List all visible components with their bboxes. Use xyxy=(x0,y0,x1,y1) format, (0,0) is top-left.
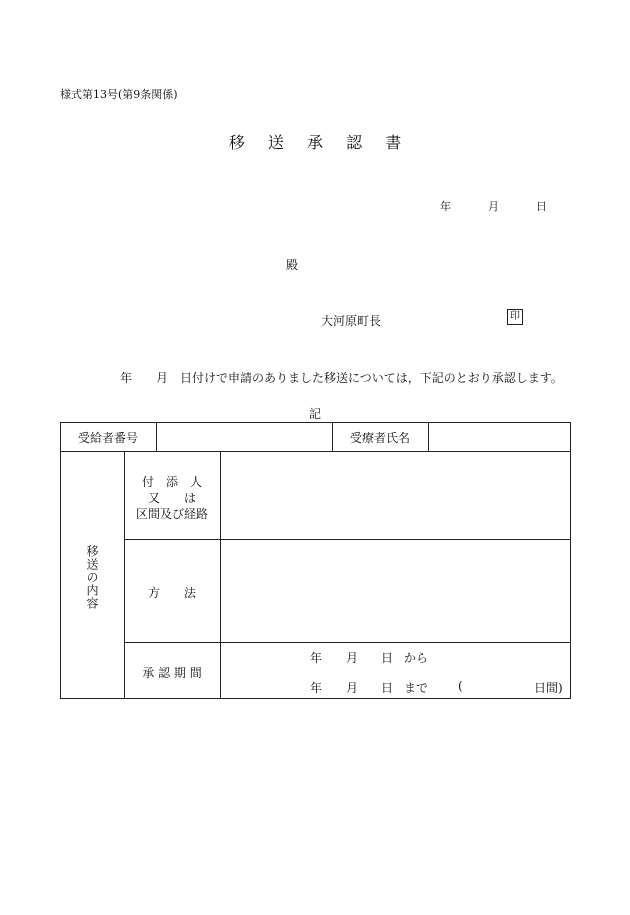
addressee-suffix: 殿 xyxy=(286,258,299,272)
method-label: 方 法 xyxy=(147,586,196,600)
table-border-right xyxy=(570,422,571,698)
approval-period-label: 承 認 期 間 xyxy=(142,666,202,680)
body-year-label: 年 xyxy=(120,371,133,385)
date-year-label: 年 xyxy=(440,200,451,213)
ki-label: 記 xyxy=(308,407,321,421)
period-from-suffix: から xyxy=(404,651,429,665)
attendant-line: 区間及び経路 xyxy=(135,507,208,521)
period-from-day: 日 xyxy=(381,651,394,665)
title-char: 送 xyxy=(267,133,284,152)
patient-name-label: 受療者氏名 xyxy=(349,431,410,445)
recipient-number-label: 受給者番号 xyxy=(77,431,138,445)
body-sentence: 日付けで申請のありました移送については，下記のとおり承認します。 xyxy=(180,371,563,385)
period-to-month: 月 xyxy=(346,681,359,695)
issuer-name: 大河原町長 xyxy=(321,314,382,328)
period-open-paren: ( xyxy=(458,679,463,693)
method-field[interactable] xyxy=(222,541,569,641)
period-days-label: 日間) xyxy=(534,681,563,695)
table-row-divider xyxy=(60,451,571,452)
document-title xyxy=(0,130,630,153)
table-row-divider xyxy=(124,539,571,540)
date-day-label: 日 xyxy=(536,200,547,213)
table-border-left xyxy=(60,422,61,698)
attendant-line: 又 は xyxy=(147,491,196,505)
title-char: 移 xyxy=(228,133,245,152)
form-number: 様式第13号(第9条関係) xyxy=(60,88,178,101)
date-month-label: 月 xyxy=(488,200,499,213)
table-border-top xyxy=(60,422,571,423)
period-to-suffix: まで xyxy=(404,681,429,695)
period-to-year: 年 xyxy=(310,681,323,695)
patient-name-field[interactable] xyxy=(429,424,569,450)
period-to-day: 日 xyxy=(381,681,394,695)
period-from-month: 月 xyxy=(346,651,359,665)
table-col-divider xyxy=(220,451,221,698)
seal-mark: 印 xyxy=(507,309,523,325)
table-border-bottom xyxy=(60,698,571,699)
title-char: 承 xyxy=(306,133,323,152)
period-from-year: 年 xyxy=(310,651,323,665)
title-char: 認 xyxy=(346,133,363,152)
recipient-number-field[interactable] xyxy=(157,424,332,450)
attendant-route-field[interactable] xyxy=(222,453,569,538)
title-char: 書 xyxy=(385,133,402,152)
transport-content-label: 移送の内容 xyxy=(85,545,99,610)
table-row-divider xyxy=(124,642,571,643)
attendant-route-label xyxy=(124,474,220,522)
attendant-line: 付 添 人 xyxy=(141,475,202,489)
body-month-label: 月 xyxy=(156,371,169,385)
